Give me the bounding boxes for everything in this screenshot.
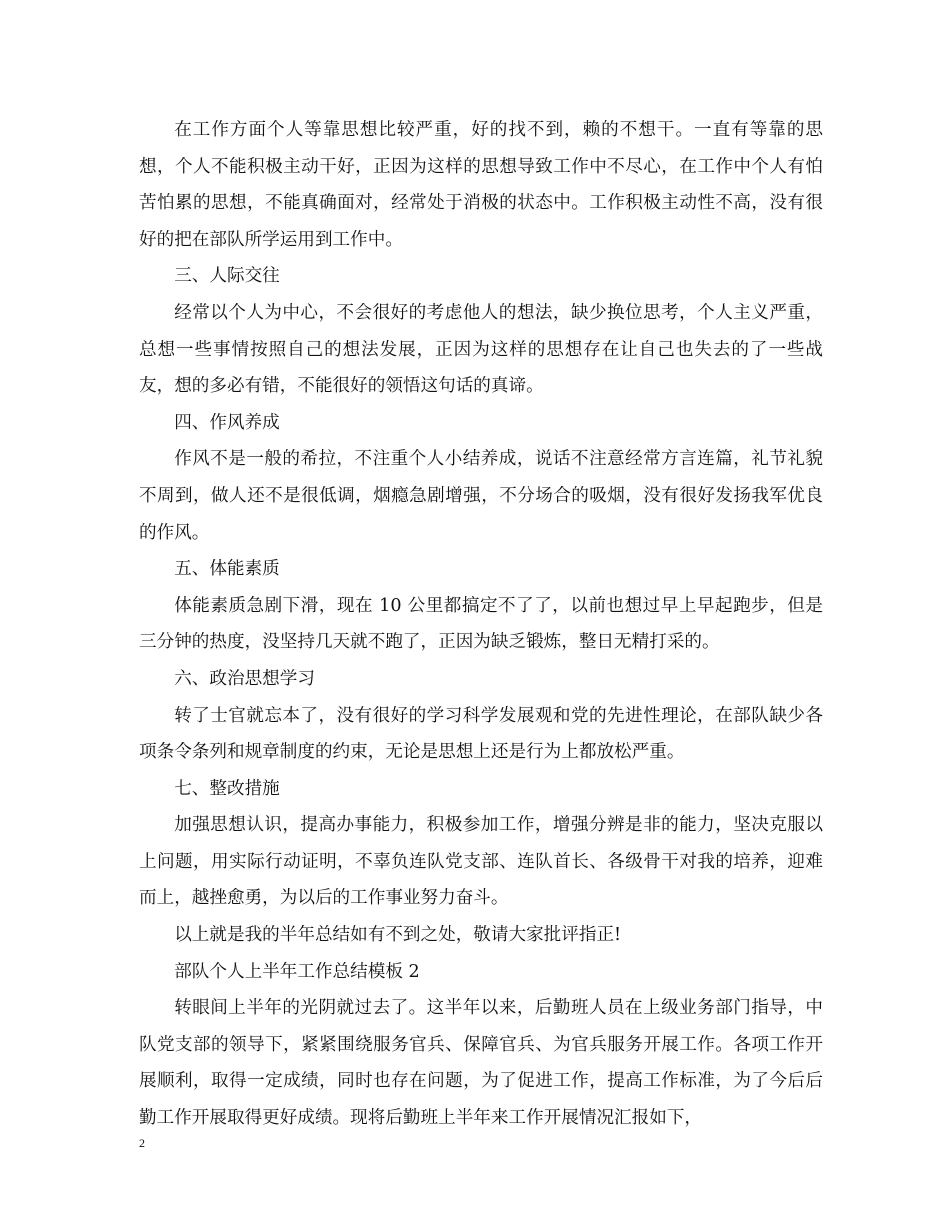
section-heading-template-2: 部队个人上半年工作总结模板 2 [174, 961, 420, 982]
document-body [139, 112, 823, 1137]
section-heading-interpersonal: 三、人际交往 [174, 266, 280, 287]
paragraph-conduct: 作风不是一般的希拉，不注重个人小结养成，说话不注意经常方言连篇，礼节礼貌不周到，做人还不是很低调，烟瘾急剧增强，不分场合的吸烟，没有很好发扬我军优良的作风。 [139, 449, 823, 543]
section-heading-fitness: 五、体能素质 [174, 559, 280, 580]
paragraph-work-attitude: 在工作方面个人等靠思想比较严重，好的找不到，赖的不想干。一直有等靠的思想，个人不能积极主动干好，正因为这样的思想导致工作中不尽心，在工作中个人有怕苦怕累的思想，不能真确面对，经常处于消极的状态中。工作积极主动性不高，没有很好的把在部队所学运用到工作中。 [139, 120, 823, 250]
paragraph-rectification: 加强思想认识，提高办事能力，积极参加工作，增强分辨是非的能力，坚决克服以上问题，用实际行动证明，不辜负连队党支部、连队首长、各级骨干对我的培养，迎难而上，越挫愈勇，为以后的工作事业努力奋斗。 [139, 815, 823, 909]
section-heading-political-study: 六、政治思想学习 [174, 668, 315, 689]
paragraph-fitness: 体能素质急剧下滑，现在 10 公里都搞定不了了，以前也想过早上早起跑步，但是三分钟的热度，没坚持几天就不跑了，正因为缺乏锻炼，整日无精打采的。 [139, 595, 823, 653]
page-number: 2 [139, 1136, 145, 1150]
section-heading-rectification: 七、整改措施 [174, 778, 280, 799]
section-heading-conduct: 四、作风养成 [174, 412, 280, 433]
paragraph-template-2-intro: 转眼间上半年的光阴就过去了。这半年以来，后勤班人员在上级业务部门指导，中队党支部的领导下，紧紧围绕服务官兵、保障官兵、为官兵服务开展工作。各项工作开展顺利，取得一定成绩，同时也存在问题，为了促进工作，提高工作标准，为了今后后勤工作开展取得更好成绩。现将后勤班上半年来工作开展情况汇报如下， [139, 998, 823, 1129]
paragraph-closing: 以上就是我的半年总结如有不到之处，敬请大家批评指正! [174, 925, 622, 946]
paragraph-political-study: 转了士官就忘本了，没有很好的学习科学发展观和党的先进性理论，在部队缺少各项条令条列和规章制度的约束，无论是思想上还是行为上都放松严重。 [139, 705, 823, 763]
paragraph-interpersonal: 经常以个人为中心，不会很好的考虑他人的想法，缺少换位思考，个人主义严重，总想一些事情按照自己的想法发展，正因为这样的思想存在让自己也失去的了一些战友，想的多必有错，不能很好的领悟这句话的真谛。 [139, 302, 823, 397]
